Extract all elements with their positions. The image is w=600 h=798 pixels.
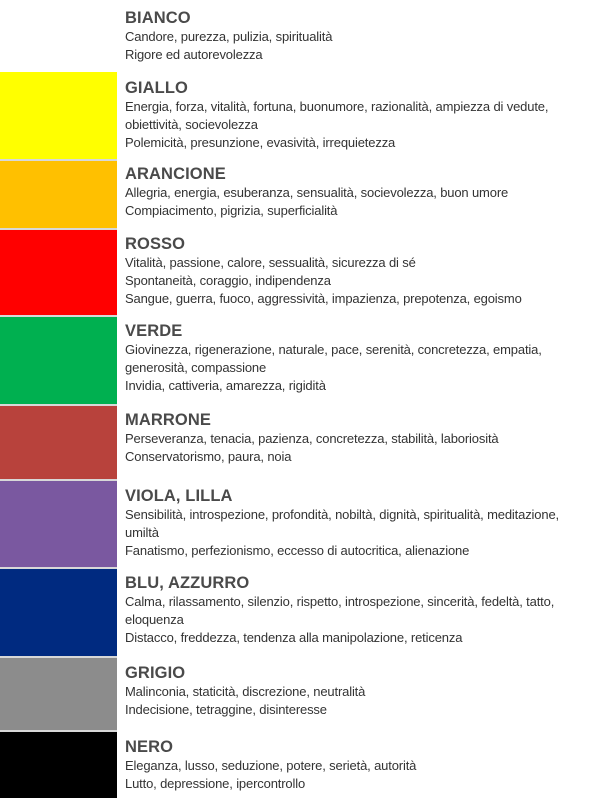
color-name: ARANCIONE: [125, 165, 226, 183]
swatch-divider: [0, 315, 117, 317]
color-description: Giovinezza, rigenerazione, naturale, pace, serenità, concretezza, empatia, generosità, compassione: [125, 342, 542, 375]
color-name: GIALLO: [125, 79, 188, 97]
color-description: Polemicità, presunzione, evasività, irrequietezza: [125, 135, 396, 150]
color-name: BIANCO: [125, 9, 191, 27]
color-description: Candore, purezza, pulizia, spiritualità: [125, 29, 333, 44]
color-description: Perseveranza, tenacia, pazienza, concretezza, stabilità, laboriosità: [125, 431, 499, 446]
color-description: Fanatismo, perfezionismo, eccesso di autocritica, alienazione: [125, 543, 470, 558]
color-swatch-marrone: [0, 405, 117, 480]
color-row-giallo: [0, 72, 600, 160]
color-row-blu-azzurro: [0, 568, 600, 657]
color-row-rosso: [0, 229, 600, 316]
color-description: Sensibilità, introspezione, profondità, nobiltà, dignità, spiritualità, meditazione, umiltà: [125, 507, 559, 540]
color-swatch-rosso: [0, 229, 117, 316]
swatch-divider: [0, 404, 117, 406]
color-name: NERO: [125, 738, 174, 756]
swatch-divider: [0, 567, 117, 569]
color-description: Distacco, freddezza, tendenza alla manipolazione, reticenza: [125, 630, 463, 645]
swatch-divider: [0, 656, 117, 658]
color-name: VIOLA, LILLA: [125, 487, 233, 505]
color-description: Eleganza, lusso, seduzione, potere, serietà, autorità: [125, 758, 417, 773]
color-description: Sangue, guerra, fuoco, aggressività, impazienza, prepotenza, egoismo: [125, 291, 522, 306]
color-row-marrone: [0, 405, 600, 480]
color-swatch-grigio: [0, 657, 117, 731]
color-row-verde: [0, 316, 600, 405]
color-description: Vitalità, passione, calore, sessualità, sicurezza di sé: [125, 255, 416, 270]
color-swatch-bianco: [0, 0, 117, 72]
swatch-divider: [0, 730, 117, 732]
swatch-divider: [0, 159, 117, 161]
color-swatch-nero: [0, 731, 117, 798]
color-row-nero: [0, 731, 600, 798]
color-description: Invidia, cattiveria, amarezza, rigidità: [125, 378, 326, 393]
color-name: GRIGIO: [125, 664, 186, 682]
color-description: Spontaneità, coraggio, indipendenza: [125, 273, 331, 288]
color-swatch-viola-lilla: [0, 480, 117, 568]
color-description: Rigore ed autorevolezza: [125, 47, 263, 62]
color-row-grigio: [0, 657, 600, 731]
color-description: Calma, rilassamento, silenzio, rispetto, introspezione, sincerità, fedeltà, tatto, eloquenza: [125, 594, 555, 627]
color-description: Compiacimento, pigrizia, superficialità: [125, 203, 338, 218]
swatch-divider: [0, 479, 117, 481]
color-swatch-arancione: [0, 160, 117, 229]
color-row-arancione: [0, 160, 600, 229]
color-name: VERDE: [125, 322, 183, 340]
swatch-divider: [0, 228, 117, 230]
color-description: Malinconia, staticità, discrezione, neutralità: [125, 684, 366, 699]
color-swatch-verde: [0, 316, 117, 405]
color-name: MARRONE: [125, 411, 211, 429]
color-description: Allegria, energia, esuberanza, sensualità, socievolezza, buon umore: [125, 185, 509, 200]
color-row-viola-lilla: [0, 480, 600, 568]
color-name: ROSSO: [125, 235, 186, 253]
color-row-bianco: [0, 0, 600, 72]
color-description: Indecisione, tetraggine, disinteresse: [125, 702, 327, 717]
color-swatch-blu-azzurro: [0, 568, 117, 657]
color-description: Energia, forza, vitalità, fortuna, buonumore, razionalità, ampiezza di vedute, obiettività, socievolezza: [125, 99, 549, 132]
color-description: Conservatorismo, paura, noia: [125, 449, 292, 464]
color-description: Lutto, depressione, ipercontrollo: [125, 776, 306, 791]
color-name: BLU, AZZURRO: [125, 574, 250, 592]
color-swatch-giallo: [0, 72, 117, 160]
